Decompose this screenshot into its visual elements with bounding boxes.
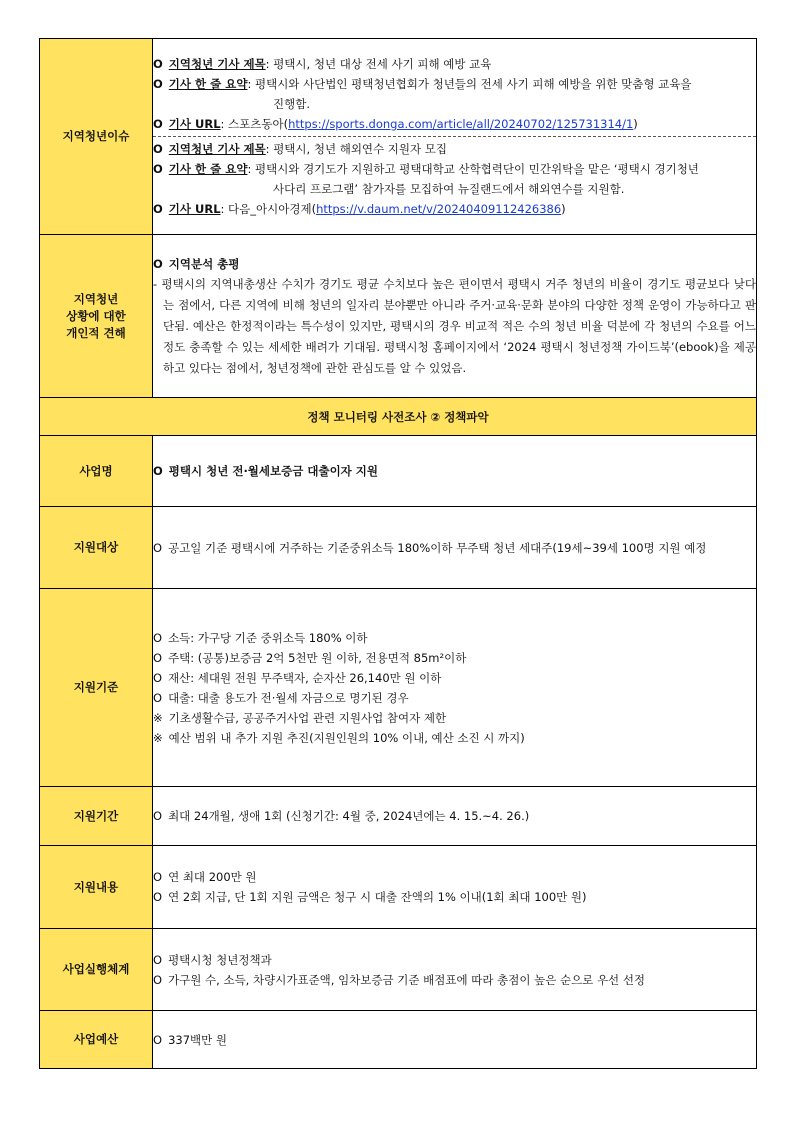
criteria-label: 지원기준 <box>40 589 153 787</box>
bullet-icon: O <box>153 256 163 271</box>
bullet-icon: O <box>153 890 163 904</box>
bullet-icon: O <box>153 57 163 71</box>
bullet-icon: O <box>153 464 163 478</box>
list-item: O 가구원 수, 소득, 차량시가표준액, 임차보증금 기준 배점표에 따라 총점이 높은 순으로 우선 선정 <box>153 972 646 987</box>
bullet-icon: O <box>153 540 163 555</box>
target-text: 공고일 기준 평택시에 거주하는 기준중위소득 180%이하 무주택 청년 세대주(19세~39세 100명 지원 예정 <box>168 540 707 555</box>
list-item: O 평택시청 청년정책과 <box>153 952 272 967</box>
list-item: O 재산: 세대원 전원 무주택자, 순자산 26,140만 원 이하 <box>153 670 442 685</box>
opinion-label: 지역청년 상황에 대한 개인적 견해 <box>40 235 153 398</box>
target-label: 지원대상 <box>40 507 153 589</box>
bullet-icon: O <box>153 117 163 131</box>
bullet-icon: O <box>153 870 163 884</box>
bullet-icon: O <box>153 690 163 705</box>
opinion-text: - 평택시의 지역내총생산 수치가 경기도 평균 수치보다 높은 편이면서 평택시 거주 청년의 비율이 경기도 평균보다 낮다는 점에서, 다른 지역에 비해 청년의 일자리 분야뿐만 아니라 주거·교육·문화 분야의 다양한 정책 운영이 가능하다고 판단됨. 예산은 한정적이라는 특수성이 있지만, 평택시의 경우 비교적 적은 수의 청년 비율 덕분에 각 청년의 수요를 어느정도 충족할 수 있는 세세한 배려가 기대됨. 평택시청 홈페이지에서 ‘2024 평택시 청년정책 가이드북’(ebook)을 제공하고 있다는 점에서, 청년정책에 관한 관심도를 알 수 있었음. <box>153 276 756 375</box>
bullet-icon: O <box>153 77 163 91</box>
article-1-link[interactable]: https://sports.donga.com/article/all/20240702/125731314/1 <box>288 117 634 131</box>
opinion-heading: 지역분석 총평 <box>168 256 240 271</box>
bullet-icon: O <box>153 972 163 987</box>
list-item: O 주택: (공통)보증금 2억 5천만 원 이하, 전용면적 85m²이하 <box>153 650 467 665</box>
period-text: 최대 24개월, 생애 1회 (신청기간: 4월 중, 2024년에는 4. 15.~4. 26.) <box>168 809 530 823</box>
bullet-icon: O <box>153 202 163 216</box>
note-mark-icon: ※ <box>153 730 163 745</box>
bullet-icon: O <box>153 630 163 645</box>
bullet-icon: O <box>153 162 163 176</box>
content-label: 지원내용 <box>40 846 153 929</box>
list-item: O 대출: 대출 용도가 전·월세 자금으로 명기된 경우 <box>153 690 409 705</box>
budget-label: 사업예산 <box>40 1011 153 1069</box>
list-item: O 연 최대 200만 원 <box>153 870 257 884</box>
list-item: O 소득: 가구당 기준 중위소득 180% 이하 <box>153 630 368 645</box>
list-item: O 연 2회 지급, 단 1회 지원 금액은 청구 시 대출 잔액의 1% 이내(1회 최대 100만 원) <box>153 890 587 904</box>
article-2: O 지역청년 기사 제목: 평택시, 청년 해외연수 지원자 모집 O 기사 한 줄 요약 : 평택시와 경기도가 지원하고 평택대학교 산학협력단이 민간위탁을 맡은 ‘평택시 경기청년 사다리 프로그램’ 참가자를 모집하여 뉴질랜드에서 해외연수를 지원함. O 기사 URL: 다음_아시아경제(https://v.daum.net/v/20240409112426386) <box>153 142 699 216</box>
period-label: 지원기간 <box>40 787 153 846</box>
bullet-icon: O <box>153 809 163 823</box>
bullet-icon: O <box>153 650 163 665</box>
opinion-content <box>153 235 757 398</box>
program-name: 평택시 청년 전·월세보증금 대출이자 지원 <box>168 464 379 478</box>
note-item: ※ 예산 범위 내 추가 지원 추진(지원인원의 10% 이내, 예산 소진 시 까지) <box>153 730 525 745</box>
issue-label: 지역청년이슈 <box>40 39 153 235</box>
budget-text: 337백만 원 <box>168 1032 227 1047</box>
article-2-link[interactable]: https://v.daum.net/v/20240409112426386 <box>316 202 562 216</box>
article-divider <box>153 136 756 137</box>
system-label: 사업실행체계 <box>40 929 153 1011</box>
bullet-icon: O <box>153 670 163 685</box>
bullet-icon: O <box>153 952 163 967</box>
criteria-content <box>153 589 757 787</box>
bullet-icon: O <box>153 142 163 156</box>
note-mark-icon: ※ <box>153 710 163 725</box>
issue-content <box>153 39 757 235</box>
section-banner: 정책 모니터링 사전조사 ② 정책파악 <box>40 398 757 436</box>
article-1: O 지역청년 기사 제목: 평택시, 청년 대상 전세 사기 피해 예방 교육 O 기사 한 줄 요약 : 평택시와 사단법인 평택청년협회가 청년들의 전세 사기 피해 예방을 위한 맞춤형 교육을 진행함. O 기사 URL: 스포츠동아(https://sports.donga.com/article/all/20240702/125731314/1) <box>153 57 692 131</box>
policy-table <box>39 38 757 1069</box>
bullet-icon: O <box>153 1032 163 1047</box>
name-label: 사업명 <box>40 436 153 507</box>
note-item: ※ 기초생활수급, 공공주거사업 관련 지원사업 참여자 제한 <box>153 710 447 725</box>
